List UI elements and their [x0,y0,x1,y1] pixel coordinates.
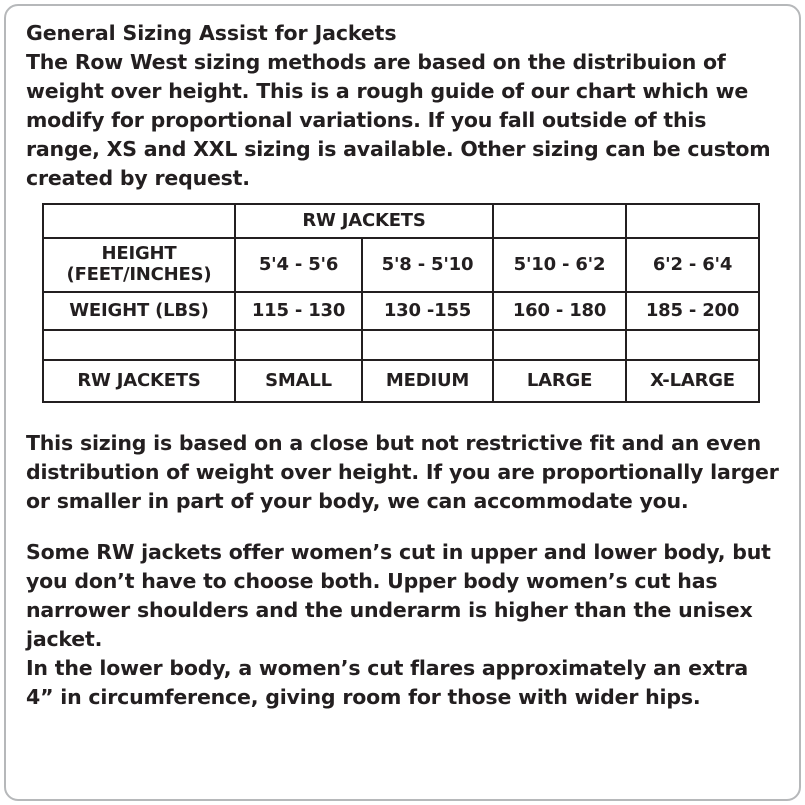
paragraph-spacer [26,516,779,538]
cell-size-xlarge: X-LARGE [626,360,759,402]
cell-height-small: 5'4 - 5'6 [235,238,362,292]
table-caption: RW JACKETS [235,204,493,238]
spacer-cell [43,330,235,360]
caption-spacer-mid [493,204,626,238]
cell-height-medium: 5'8 - 5'10 [362,238,493,292]
row-label-height-line2: (FEET/INCHES) [66,263,212,285]
cell-size-medium: MEDIUM [362,360,493,402]
table-row [43,360,759,402]
spacer-cell [362,330,493,360]
cell-height-xlarge: 6'2 - 6'4 [626,238,759,292]
spacer-cell [493,330,626,360]
card-content [6,6,799,713]
cell-weight-xlarge: 185 - 200 [626,292,759,330]
fit-paragraph: This sizing is based on a close but not restrictive fit and an even distribution of weight over height. If you are proportionally larger or smaller in part of your body, we can accommodate you. [26,430,779,513]
cell-size-large: LARGE [493,360,626,402]
womens-cut-paragraph: Some RW jackets offer women’s cut in upper and lower body, but you don’t have to choose both. Upper body women’s cut has narrower shoulders and the underarm is higher than the unisex jacket. [26,539,771,652]
table-row [43,238,759,292]
sizing-guide-card [4,4,801,801]
cell-weight-medium: 130 -155 [362,292,493,330]
table-caption-row [43,204,759,238]
spacer-cell [626,330,759,360]
table-spacer-row [43,330,759,360]
row-label-weight: WEIGHT (LBS) [43,292,235,330]
cell-weight-small: 115 - 130 [235,292,362,330]
lower-body-paragraph: In the lower body, a women’s cut flares approximately an extra 4” in circumference, giving room for those with wider hips. [26,656,748,710]
page-title: General Sizing Assist for Jackets [26,21,397,45]
intro-paragraph: The Row West sizing methods are based on the distribuion of weight over height. This is a rough guide of our chart which we modify for proportional variations. If you fall outside of this range, XS and XXL sizing is available. Other sizing can be custom created by request. [26,50,771,191]
row-label-height [43,238,235,292]
caption-spacer-right [626,204,759,238]
cell-weight-large: 160 - 180 [493,292,626,330]
row-label-height-line1: HEIGHT [101,243,177,265]
sizing-table [42,203,760,403]
cell-size-small: SMALL [235,360,362,402]
caption-spacer-left [43,204,235,238]
table-row [43,292,759,330]
cell-height-large: 5'10 - 6'2 [493,238,626,292]
spacer-cell [235,330,362,360]
row-label-sizes: RW JACKETS [43,360,235,402]
